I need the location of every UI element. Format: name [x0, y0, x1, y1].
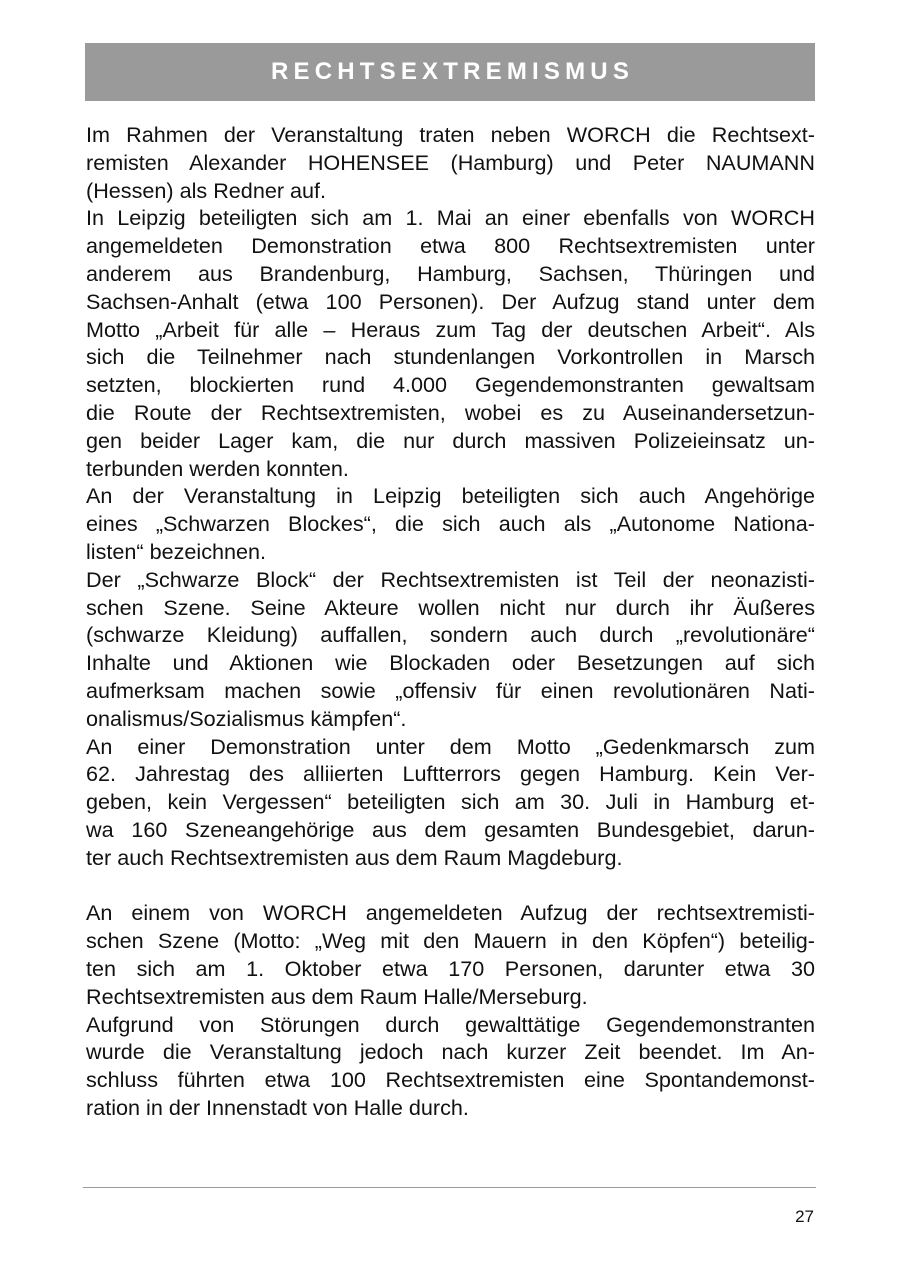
text-line: Im Rahmen der Veranstaltung traten neben WORCH die Rechtsext- [86, 122, 815, 147]
text-line: ten sich am 1. Oktober etwa 170 Personen, darunter etwa 30 [86, 955, 815, 981]
text-line: (Hessen) als Redner auf. [86, 177, 327, 203]
paragraph-halle-outcome [86, 1011, 815, 1122]
paragraph-gap [86, 872, 815, 900]
text-line: wa 160 Szeneangehörige aus dem gesamten Bundesgebiet, darun- [86, 816, 815, 842]
text-line: onalismus/Sozialismus kämpfen“. [86, 705, 407, 731]
text-line: geben, kein Vergessen“ beteiligten sich am 30. Juli in Hamburg et- [86, 789, 815, 815]
text-line: Motto „Arbeit für alle – Heraus zum Tag der deutschen Arbeit“. Als [86, 316, 815, 342]
paragraph-speakers [86, 121, 815, 204]
section-title: RECHTSEXTREMISMUS [270, 58, 635, 85]
text-line: anderem aus Brandenburg, Hamburg, Sachsen, Thüringen und [86, 260, 815, 286]
text-line: schen Szene. Seine Akteure wollen nicht nur durch ihr Äußeres [86, 594, 815, 620]
paragraph-leipzig [86, 204, 815, 482]
text-line: 62. Jahrestag des alliierten Luftterrors gegen Hamburg. Kein Ver- [86, 761, 815, 787]
section-header-bar [85, 43, 815, 101]
text-line: terbunden werden konnten. [86, 455, 349, 481]
text-line: die Route der Rechtsextremisten, wobei es zu Auseinandersetzun- [86, 399, 815, 425]
paragraph-schwarzer-block-intro [86, 482, 815, 565]
text-line: schen Szene (Motto: „Weg mit den Mauern in den Köpfen“) beteilig- [86, 928, 815, 954]
text-line: Sachsen-Anhalt (etwa 100 Personen). Der Aufzug stand unter dem [86, 288, 815, 314]
text-line: An einer Demonstration unter dem Motto „Gedenkmarsch zum [86, 733, 815, 759]
text-line: eines „Schwarzen Blockes“, die sich auch als „Autonome Nationa- [86, 511, 815, 537]
text-line: An der Veranstaltung in Leipzig beteiligten sich auch Angehörige [86, 483, 815, 509]
text-line: Rechtsextremisten aus dem Raum Halle/Merseburg. [86, 983, 588, 1009]
document-body [86, 121, 815, 1122]
text-line: An einem von WORCH angemeldeten Aufzug der rechtsextremisti- [86, 900, 815, 926]
text-line: wurde die Veranstaltung jedoch nach kurzer Zeit beendet. Im An- [86, 1039, 815, 1065]
text-line: (schwarze Kleidung) auffallen, sondern auch durch „revolutionäre“ [86, 622, 815, 648]
text-line: Inhalte und Aktionen wie Blockaden oder Besetzungen auf sich [86, 650, 815, 676]
text-line: Aufgrund von Störungen durch gewalttätige Gegendemonstranten [86, 1011, 815, 1037]
text-line: Der „Schwarze Block“ der Rechtsextremisten ist Teil der neonazisti- [86, 566, 815, 592]
text-line: ter auch Rechtsextremisten aus dem Raum Magdeburg. [86, 844, 623, 870]
footer-divider [83, 1187, 816, 1188]
text-line: remisten Alexander HOHENSEE (Hamburg) und Peter NAUMANN [86, 149, 815, 175]
paragraph-halle [86, 899, 815, 1010]
page-number: 27 [795, 1207, 814, 1226]
text-line: setzten, blockierten rund 4.000 Gegendemonstranten gewaltsam [86, 372, 815, 398]
text-line: listen“ bezeichnen. [86, 538, 267, 564]
text-line: gen beider Lager kam, die nur durch massiven Polizeieinsatz un- [86, 427, 815, 453]
text-line: sich die Teilnehmer nach stundenlangen Vorkontrollen in Marsch [86, 344, 815, 370]
paragraph-schwarzer-block-detail [86, 566, 815, 733]
text-line: aufmerksam machen sowie „offensiv für einen revolutionären Nati- [86, 677, 815, 703]
text-line: In Leipzig beteiligten sich am 1. Mai an einer ebenfalls von WORCH [86, 205, 815, 231]
text-line: schluss führten etwa 100 Rechtsextremisten eine Spontandemonst- [86, 1067, 815, 1093]
paragraph-hamburg [86, 733, 815, 872]
text-line: ration in der Innenstadt von Halle durch. [86, 1094, 469, 1120]
text-line: angemeldeten Demonstration etwa 800 Rechtsextremisten unter [86, 233, 815, 259]
